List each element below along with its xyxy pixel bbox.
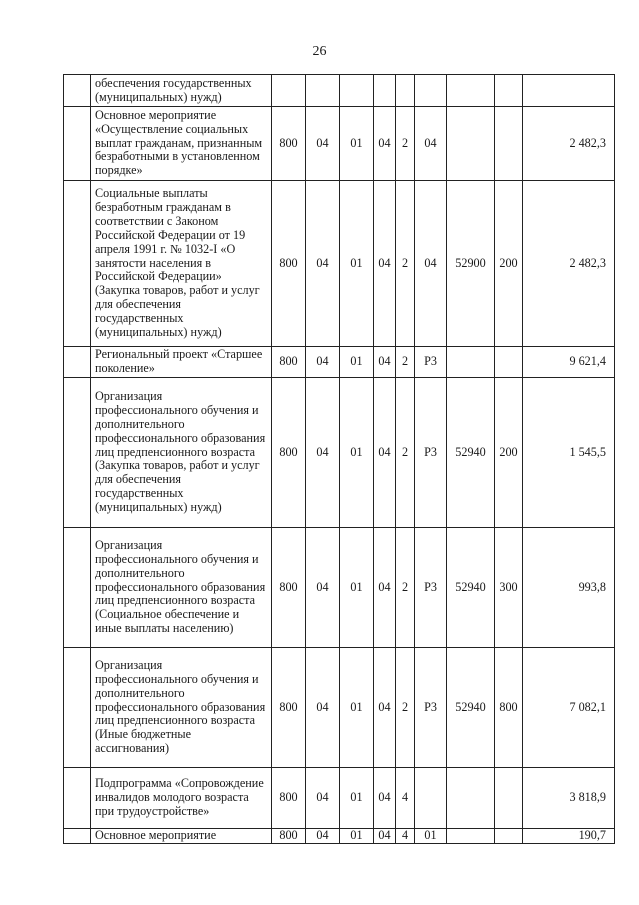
expense-type-code (495, 347, 523, 378)
table-row (64, 528, 615, 648)
event-code: 04 (415, 181, 447, 347)
table-row (64, 181, 615, 347)
expense-type-code: 200 (495, 378, 523, 528)
section-code: 04 (306, 107, 340, 181)
direction-code: 52900 (447, 181, 495, 347)
table-row (64, 107, 615, 181)
item-name: Подпрограмма «Сопровождение инвалидов молодого возраста при трудоустройстве» (91, 768, 272, 829)
item-name: Социальные выплаты безработным гражданам в соответствии с Законом Российской Федерации от 19 апреля 1991 г. № 1032-I «О занятости населения в Российской Федерации» (Закупка товаров, работ и услуг для обеспечения государственных (муниципальных) нужд) (91, 181, 272, 347)
amount: 993,8 (523, 528, 615, 648)
subsection-code (340, 75, 374, 107)
program-code: 04 (374, 378, 396, 528)
amount: 190,7 (523, 829, 615, 844)
expense-type-code (495, 75, 523, 107)
subsection-code: 01 (340, 528, 374, 648)
row-number-cell (64, 648, 91, 768)
subprogram-code: 2 (396, 378, 415, 528)
ministry-code: 800 (272, 347, 306, 378)
subprogram-code: 2 (396, 528, 415, 648)
subprogram-code: 2 (396, 107, 415, 181)
amount: 2 482,3 (523, 181, 615, 347)
amount: 9 621,4 (523, 347, 615, 378)
budget-table (63, 74, 615, 844)
subsection-code: 01 (340, 181, 374, 347)
table-row (64, 75, 615, 107)
ministry-code: 800 (272, 528, 306, 648)
expense-type-code: 200 (495, 181, 523, 347)
table-row (64, 829, 615, 844)
amount: 2 482,3 (523, 107, 615, 181)
event-code: P3 (415, 648, 447, 768)
item-name: Организация профессионального обучения и дополнительного профессионального образования лиц предпенсионного возраста (Закупка товаров, работ и услуг для обеспечения государственных (муниципальных) нужд) (91, 378, 272, 528)
row-number-cell (64, 528, 91, 648)
section-code: 04 (306, 378, 340, 528)
ministry-code: 800 (272, 768, 306, 829)
subprogram-code (396, 75, 415, 107)
ministry-code: 800 (272, 378, 306, 528)
row-number-cell (64, 181, 91, 347)
section-code: 04 (306, 648, 340, 768)
subsection-code: 01 (340, 648, 374, 768)
section-code: 04 (306, 829, 340, 844)
event-code (415, 75, 447, 107)
item-name: Организация профессионального обучения и дополнительного профессионального образования лиц предпенсионного возраста (Иные бюджетные ассигнования) (91, 648, 272, 768)
page-number: 26 (312, 44, 327, 59)
subprogram-code: 4 (396, 829, 415, 844)
subsection-code: 01 (340, 107, 374, 181)
item-name: Основное мероприятие (91, 829, 272, 844)
table-row (64, 768, 615, 829)
expense-type-code: 300 (495, 528, 523, 648)
event-code: 01 (415, 829, 447, 844)
section-code (306, 75, 340, 107)
subprogram-code: 2 (396, 347, 415, 378)
row-number-cell (64, 829, 91, 844)
program-code: 04 (374, 347, 396, 378)
row-number-cell (64, 768, 91, 829)
expense-type-code: 800 (495, 648, 523, 768)
row-number-cell (64, 75, 91, 107)
program-code: 04 (374, 107, 396, 181)
program-code: 04 (374, 768, 396, 829)
section-code: 04 (306, 181, 340, 347)
subsection-code: 01 (340, 347, 374, 378)
item-name: Основное мероприятие «Осуществление социальных выплат гражданам, признанным безработными в установленном порядке» (91, 107, 272, 181)
ministry-code: 800 (272, 107, 306, 181)
expense-type-code (495, 829, 523, 844)
program-code: 04 (374, 648, 396, 768)
direction-code (447, 75, 495, 107)
expense-type-code (495, 107, 523, 181)
subprogram-code: 2 (396, 648, 415, 768)
program-code (374, 75, 396, 107)
expense-type-code (495, 768, 523, 829)
item-name: Региональный проект «Старшее поколение» (91, 347, 272, 378)
event-code: P3 (415, 528, 447, 648)
subsection-code: 01 (340, 768, 374, 829)
table-row (64, 347, 615, 378)
subprogram-code: 2 (396, 181, 415, 347)
program-code: 04 (374, 829, 396, 844)
section-code: 04 (306, 347, 340, 378)
direction-code (447, 768, 495, 829)
ministry-code (272, 75, 306, 107)
direction-code (447, 107, 495, 181)
event-code (415, 768, 447, 829)
program-code: 04 (374, 181, 396, 347)
program-code: 04 (374, 528, 396, 648)
amount (523, 75, 615, 107)
table-row (64, 378, 615, 528)
event-code: P3 (415, 347, 447, 378)
direction-code: 52940 (447, 378, 495, 528)
amount: 7 082,1 (523, 648, 615, 768)
amount: 3 818,9 (523, 768, 615, 829)
row-number-cell (64, 378, 91, 528)
ministry-code: 800 (272, 181, 306, 347)
direction-code (447, 829, 495, 844)
direction-code: 52940 (447, 528, 495, 648)
ministry-code: 800 (272, 829, 306, 844)
direction-code (447, 347, 495, 378)
row-number-cell (64, 347, 91, 378)
item-name: обеспечения государственных (муниципальных) нужд) (91, 75, 272, 107)
amount: 1 545,5 (523, 378, 615, 528)
event-code: P3 (415, 378, 447, 528)
subprogram-code: 4 (396, 768, 415, 829)
subsection-code: 01 (340, 378, 374, 528)
table-row (64, 648, 615, 768)
direction-code: 52940 (447, 648, 495, 768)
event-code: 04 (415, 107, 447, 181)
ministry-code: 800 (272, 648, 306, 768)
section-code: 04 (306, 768, 340, 829)
subsection-code: 01 (340, 829, 374, 844)
row-number-cell (64, 107, 91, 181)
item-name: Организация профессионального обучения и дополнительного профессионального образования лиц предпенсионного возраста (Социальное обеспечение и иные выплаты населению) (91, 528, 272, 648)
section-code: 04 (306, 528, 340, 648)
